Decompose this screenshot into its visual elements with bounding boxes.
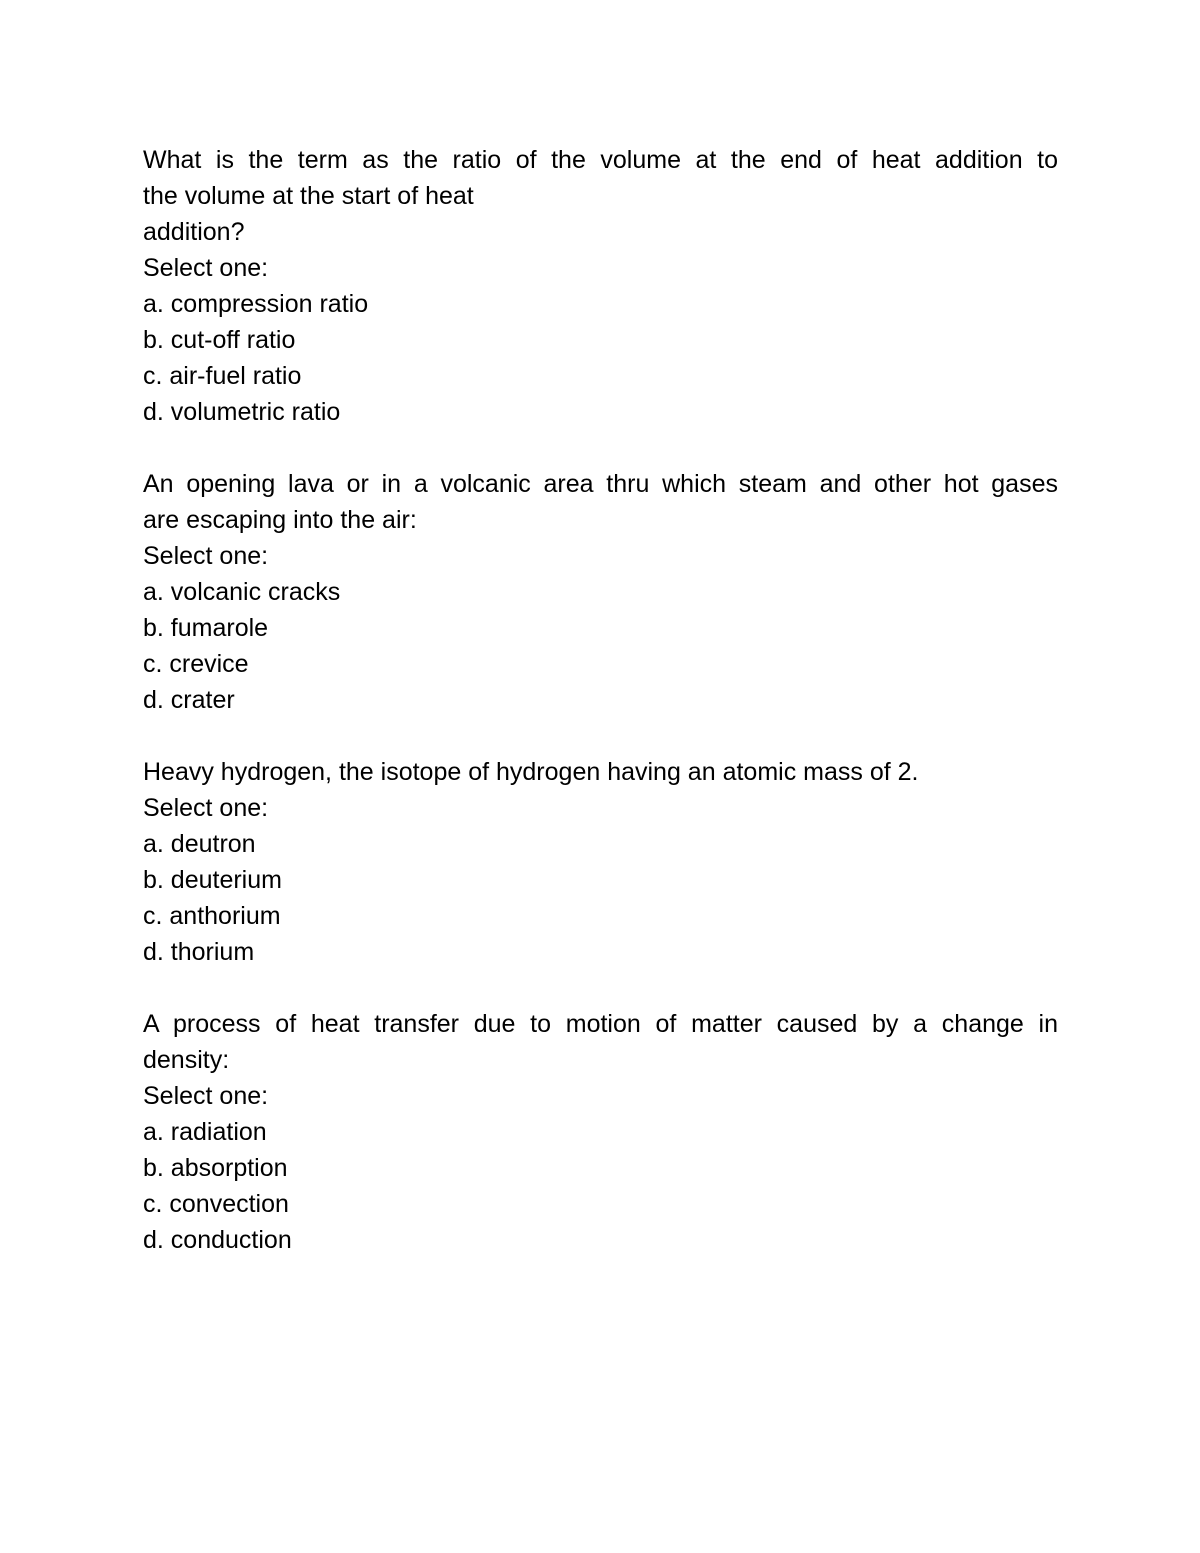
question-3-option-a: a. deutron bbox=[143, 830, 256, 858]
question-2-option-c: c. crevice bbox=[143, 650, 249, 678]
question-4 bbox=[143, 1006, 1058, 1258]
question-2-stem-line-2: are escaping into the air: bbox=[143, 506, 417, 534]
question-4-stem-line-2: density: bbox=[143, 1046, 230, 1074]
question-1-option-a: a. compression ratio bbox=[143, 290, 369, 318]
question-3-prompt: Select one: bbox=[143, 794, 269, 822]
question-4-option-d: d. conduction bbox=[143, 1226, 292, 1254]
question-3-option-d: d. thorium bbox=[143, 938, 255, 966]
question-3-option-b: b. deuterium bbox=[143, 866, 282, 894]
question-4-option-a: a. radiation bbox=[143, 1118, 267, 1146]
question-1-stem-line-3: addition? bbox=[143, 218, 245, 246]
question-1-option-c: c. air-fuel ratio bbox=[143, 362, 302, 390]
question-1-prompt: Select one: bbox=[143, 254, 269, 282]
question-3-stem-line-1: Heavy hydrogen, the isotope of hydrogen having an atomic mass of 2. bbox=[143, 758, 919, 786]
question-2 bbox=[143, 466, 1058, 718]
question-2-option-b: b. fumarole bbox=[143, 614, 269, 642]
question-1-option-b: b. cut-off ratio bbox=[143, 326, 296, 354]
document-page bbox=[143, 142, 1058, 1294]
question-3-option-c: c. anthorium bbox=[143, 902, 281, 930]
question-1-stem-line-2: the volume at the start of heat bbox=[143, 182, 474, 210]
question-4-option-b: b. absorption bbox=[143, 1154, 288, 1182]
question-2-option-a: a. volcanic cracks bbox=[143, 578, 341, 606]
question-2-option-d: d. crater bbox=[143, 686, 235, 714]
question-3 bbox=[143, 754, 1058, 970]
question-4-stem-line-1: A process of heat transfer due to motion of matter caused by a change in bbox=[143, 1010, 1058, 1038]
question-4-option-c: c. convection bbox=[143, 1190, 289, 1218]
question-2-prompt: Select one: bbox=[143, 542, 269, 570]
question-4-prompt: Select one: bbox=[143, 1082, 269, 1110]
question-1-stem-line-1: What is the term as the ratio of the volume at the end of heat addition to bbox=[143, 146, 1058, 174]
question-2-stem-line-1: An opening lava or in a volcanic area thru which steam and other hot gases bbox=[143, 470, 1058, 498]
question-1 bbox=[143, 142, 1058, 430]
question-1-option-d: d. volumetric ratio bbox=[143, 398, 341, 426]
